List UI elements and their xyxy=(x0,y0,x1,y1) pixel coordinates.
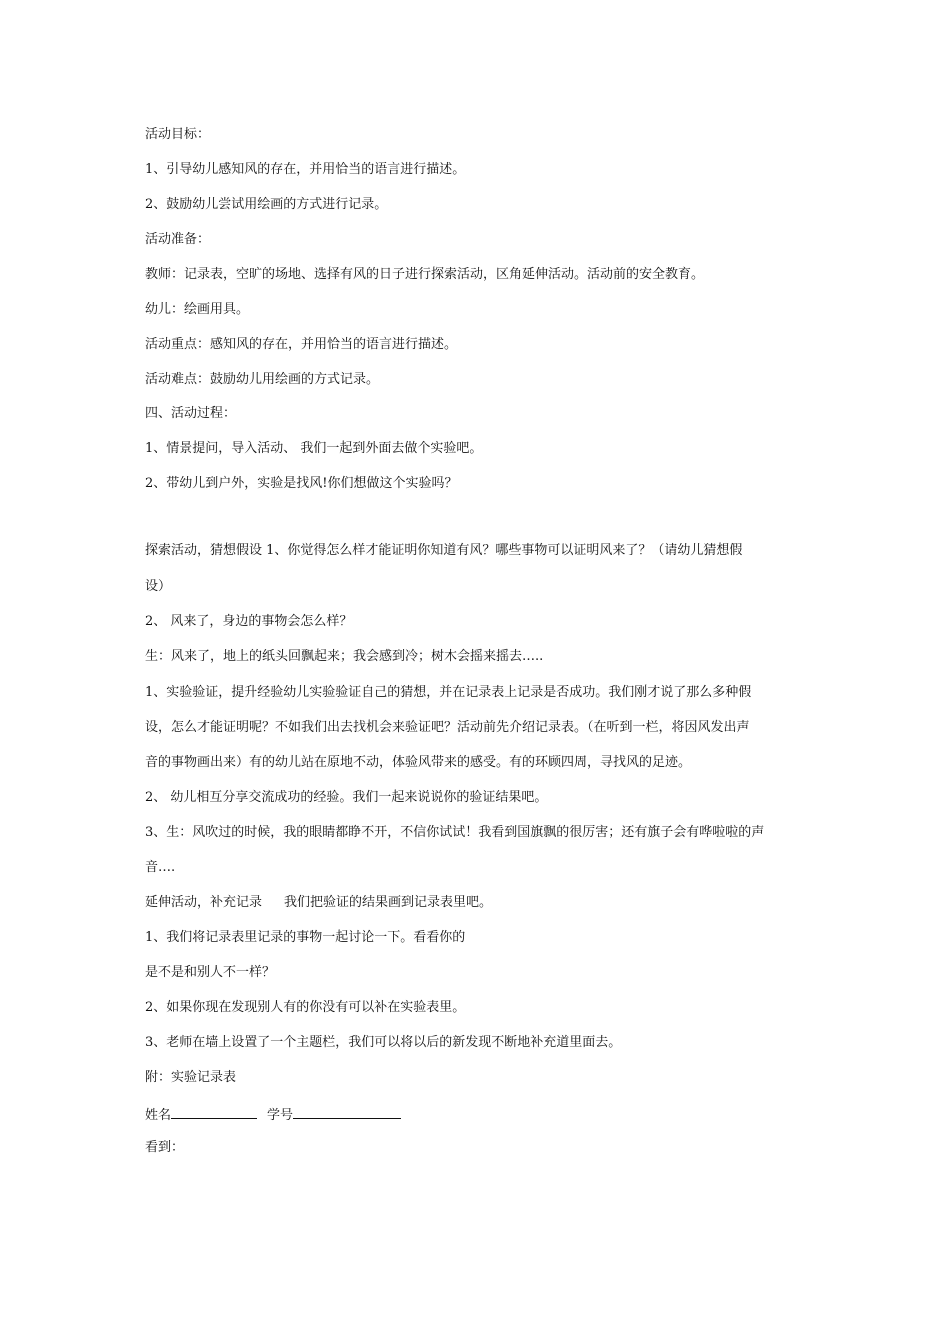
explore-question-2: 2、 风来了，身边的事物会怎么样？ xyxy=(145,614,353,629)
heading-activity-goals: 活动目标： xyxy=(145,127,211,142)
extension-step-1-line-2: 是不是和别人不一样？ xyxy=(145,965,276,980)
student-id-blank-line xyxy=(293,1104,401,1119)
preparation-child: 幼儿：绘画用具。 xyxy=(145,302,250,317)
name-label: 姓名 xyxy=(145,1108,172,1123)
process-step-1: 1、情景提问，导入活动、 我们一起到外面去做个实验吧。 xyxy=(145,441,483,456)
extension-label: 延伸活动，补充记录 xyxy=(145,895,263,910)
key-point: 活动重点：感知风的存在，并用恰当的语言进行描述。 xyxy=(145,337,458,352)
preparation-teacher: 教师：记录表，空旷的场地、选择有风的日子进行探索活动，区角延伸活动。活动前的安全教育。 xyxy=(145,267,705,282)
verify-paragraph-line-3: 音的事物画出来）有的幼儿站在原地不动，体验风带来的感受。有的环顾四周，寻找风的足迹。 xyxy=(145,755,692,770)
student-feedback-line-1: 3、生：风吹过的时候，我的眼睛都睁不开，不信你试试！我看到国旗飘的很厉害；还有旗子会有哗啦啦的声 xyxy=(145,825,765,840)
student-feedback-line-2: 音…. xyxy=(145,860,176,875)
goal-item-2: 2、鼓励幼儿尝试用绘画的方式进行记录。 xyxy=(145,197,388,212)
verify-paragraph-line-1: 1、实验验证，提升经验幼儿实验验证自己的猜想，并在记录表上记录是否成功。我们刚才说了那么多种假 xyxy=(145,685,752,700)
share-step: 2、 幼儿相互分享交流成功的经验。我们一起来说说你的验证结果吧。 xyxy=(145,790,548,805)
explore-paragraph-line-1: 探索活动，猜想假设 1、你觉得怎么样才能证明你知道有风？哪些事物可以证明风来了？（请幼儿猜想假 xyxy=(145,543,743,558)
appendix-title: 附：实验记录表 xyxy=(145,1070,237,1085)
record-form-fields xyxy=(145,1104,815,1125)
heading-process: 四、活动过程： xyxy=(145,406,237,421)
seen-label: 看到： xyxy=(145,1140,185,1155)
name-blank-line xyxy=(171,1104,257,1119)
difficult-point: 活动难点：鼓励幼儿用绘画的方式记录。 xyxy=(145,372,380,387)
extension-step-2: 2、如果你现在发现别人有的你没有可以补在实验表里。 xyxy=(145,1000,466,1015)
goal-item-1: 1、引导幼儿感知风的存在，并用恰当的语言进行描述。 xyxy=(145,162,466,177)
verify-paragraph-line-2: 设，怎么才能证明呢？不如我们出去找机会来验证吧？活动前先介绍记录表。（在听到一栏，将因风发出声 xyxy=(145,720,750,735)
extension-activity xyxy=(145,894,815,912)
heading-preparation: 活动准备： xyxy=(145,232,211,247)
student-id-label: 学号 xyxy=(267,1108,294,1123)
extension-step-3: 3、老师在墙上设置了一个主题栏，我们可以将以后的新发现不断地补充道里面去。 xyxy=(145,1035,622,1050)
process-step-2: 2、带幼儿到户外，实验是找风!你们想做这个实验吗？ xyxy=(145,476,458,491)
student-answer: 生：风来了，地上的纸头回飘起来；我会感到冷；树木会摇来摇去….. xyxy=(145,649,544,664)
extension-text: 我们把验证的结果画到记录表里吧。 xyxy=(284,895,493,910)
explore-paragraph-line-2: 设） xyxy=(145,579,172,594)
extension-step-1-line-1: 1、我们将记录表里记录的事物一起讨论一下。看看你的 xyxy=(145,930,466,945)
